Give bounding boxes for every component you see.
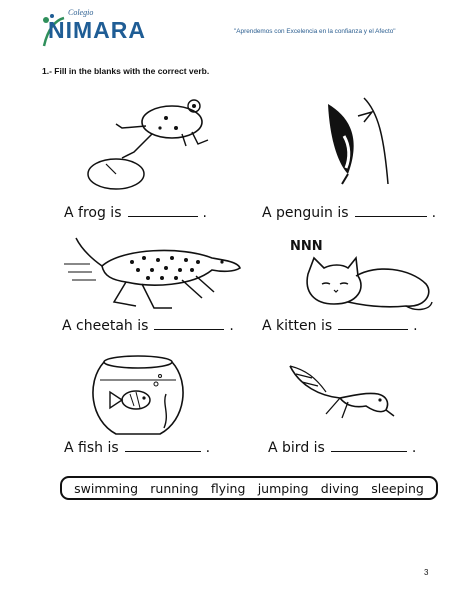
word-bank-item: jumping <box>257 480 309 496</box>
penguin-drawing-icon <box>318 96 398 186</box>
sentence-text: A frog is <box>64 205 122 221</box>
sentence-text: A cheetah is <box>62 318 149 334</box>
frog-drawing-icon <box>82 88 222 198</box>
instruction-heading: 1.- Fill in the blanks with the correct verb. <box>42 66 210 76</box>
sentence-text: A bird is <box>268 440 325 456</box>
svg-text:NNN: NNN <box>290 239 323 254</box>
sentence-frog <box>64 205 207 221</box>
logo-name: NIMARA <box>48 17 146 43</box>
school-motto: "Aprendemos con Excelencia en la confianza y el Afecto" <box>234 28 396 35</box>
answer-blank <box>338 329 408 330</box>
sentence-bird <box>268 440 416 456</box>
sentence-period: . <box>202 205 207 221</box>
sentence-cheetah <box>62 318 234 334</box>
page-number: 3 <box>424 568 429 577</box>
sentence-period: . <box>413 318 418 334</box>
answer-blank <box>331 451 407 452</box>
word-bank-item: diving <box>320 480 359 496</box>
logo-college-label: Colegio <box>68 8 94 17</box>
sentence-period: . <box>229 318 234 334</box>
sentence-text: A kitten is <box>262 318 333 334</box>
fishbowl-drawing-icon <box>86 354 190 438</box>
word-bank <box>60 476 438 500</box>
kitten-drawing-icon <box>286 234 436 316</box>
answer-blank <box>355 216 427 217</box>
answer-blank <box>128 216 198 217</box>
answer-blank <box>125 451 201 452</box>
word-bank-item: swimming <box>74 480 139 496</box>
sentence-penguin <box>262 205 436 221</box>
bird-drawing-icon <box>286 358 396 422</box>
sentence-period: . <box>411 440 417 456</box>
sentence-text: A penguin is <box>262 205 349 221</box>
word-bank-item: flying <box>210 480 246 496</box>
sentence-text: A fish is <box>64 440 119 456</box>
sentence-fish <box>64 440 210 456</box>
sentence-kitten <box>262 318 418 334</box>
school-logo <box>38 8 146 52</box>
word-bank-item: sleeping <box>371 480 424 496</box>
word-bank-item: running <box>150 480 199 496</box>
sentence-period: . <box>205 440 211 456</box>
cheetah-drawing-icon <box>62 236 252 312</box>
sentence-period: . <box>431 205 437 221</box>
answer-blank <box>154 329 224 330</box>
